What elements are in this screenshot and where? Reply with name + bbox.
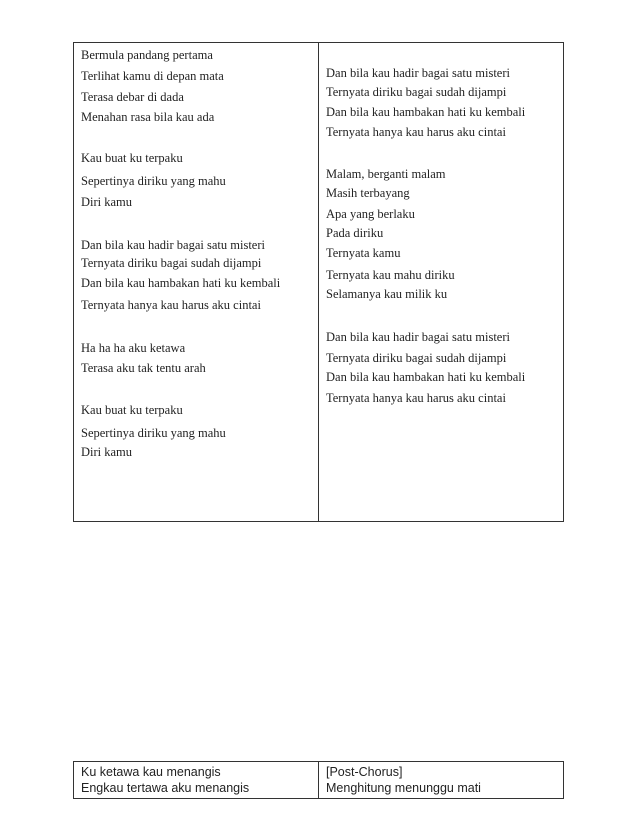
lyrics-table	[73, 42, 564, 522]
lyric-line: Pada diriku	[326, 226, 384, 240]
lyric-line: Apa yang berlaku	[326, 207, 415, 221]
lyric-line: Dan bila kau hadir bagai satu misteri	[81, 238, 265, 252]
lyric-line: Ternyata diriku bagai sudah dijampi	[326, 85, 507, 99]
lyric-line: Kau buat ku terpaku	[81, 403, 183, 417]
lyric-line: Menahan rasa bila kau ada	[81, 110, 215, 124]
lyric-line: Kau buat ku terpaku	[81, 151, 183, 165]
lyric-line: Menghitung menunggu mati	[326, 781, 481, 795]
lyric-line: Ternyata hanya kau harus aku cintai	[326, 391, 506, 405]
lyric-line: Terlihat kamu di depan mata	[81, 69, 224, 83]
lyric-line: Bermula pandang pertama	[81, 48, 213, 62]
lyric-line: Selamanya kau milik ku	[326, 287, 448, 301]
lyric-line: Malam, berganti malam	[326, 167, 446, 181]
lyric-line: Terasa aku tak tentu arah	[81, 361, 206, 375]
lyric-line: Ternyata diriku bagai sudah dijampi	[81, 256, 262, 270]
lyric-line: Ternyata hanya kau harus aku cintai	[326, 125, 506, 139]
lyric-line: Dan bila kau hadir bagai satu misteri	[326, 330, 510, 344]
lyric-line: Engkau tertawa aku menangis	[81, 781, 250, 795]
lyric-line: Ha ha ha aku ketawa	[81, 341, 186, 355]
bottom-right-column	[319, 762, 563, 798]
lyric-line: Sepertinya diriku yang mahu	[81, 426, 226, 440]
lyric-line: Ternyata kau mahu diriku	[326, 268, 455, 282]
lyric-line: Ku ketawa kau menangis	[81, 765, 221, 779]
section-label: [Post-Chorus]	[326, 765, 403, 779]
lyric-line: Dan bila kau hambakan hati ku kembali	[326, 105, 526, 119]
lyric-line: Dan bila kau hambakan hati ku kembali	[326, 370, 526, 384]
lyric-line: Masih terbayang	[326, 186, 410, 200]
lyric-line: Diri kamu	[81, 445, 133, 459]
lyric-line: Dan bila kau hadir bagai satu misteri	[326, 66, 510, 80]
bottom-lyrics-table	[73, 761, 564, 799]
bottom-left-column	[74, 762, 319, 798]
lyric-line: Diri kamu	[81, 195, 133, 209]
lyric-line: Ternyata hanya kau harus aku cintai	[81, 298, 261, 312]
lyric-line: Terasa debar di dada	[81, 90, 184, 104]
lyric-line: Dan bila kau hambakan hati ku kembali	[81, 276, 281, 290]
lyrics-left-column	[74, 43, 319, 521]
lyric-line: Ternyata diriku bagai sudah dijampi	[326, 351, 507, 365]
lyric-line: Sepertinya diriku yang mahu	[81, 174, 226, 188]
lyric-line: Ternyata kamu	[326, 246, 401, 260]
lyrics-right-column	[319, 43, 563, 521]
